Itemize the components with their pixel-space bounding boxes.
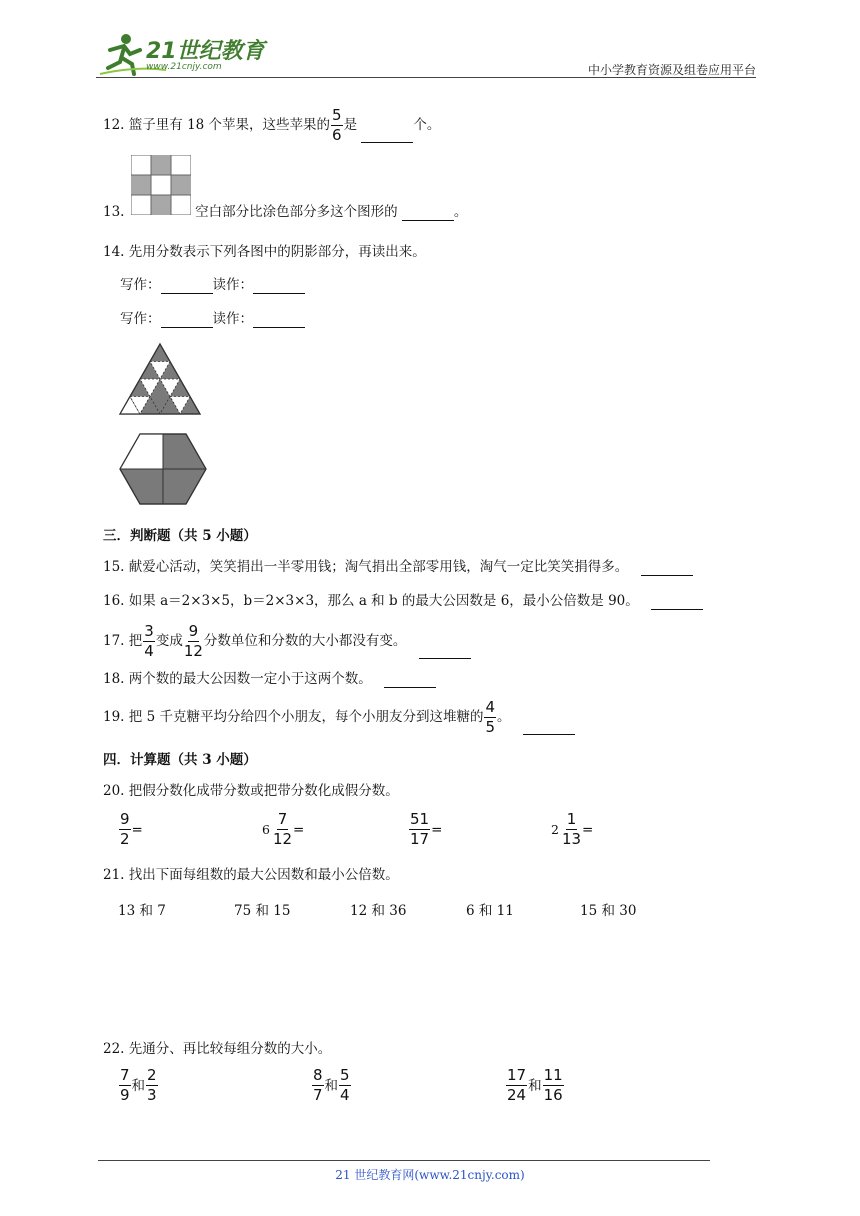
question-number: 20. (103, 783, 125, 799)
denominator: 12 (183, 642, 203, 660)
question-text: 先通分、再比较每组分数的大小。 (128, 1041, 332, 1057)
question-text-end: 个。 (413, 117, 441, 133)
section-3-title: 三．判断题（共 5 小题） (103, 528, 257, 544)
header-divider (96, 77, 756, 78)
join-word: 和 (528, 1077, 542, 1094)
denominator: 9 (120, 1086, 130, 1104)
fraction-pair-2 (311, 1068, 352, 1103)
answer-blank[interactable] (419, 644, 471, 659)
number-pair: 15 和 30 (580, 903, 637, 919)
answer-blank[interactable] (402, 206, 454, 221)
fraction-pair-1 (118, 1068, 159, 1103)
denominator: 13 (561, 830, 582, 848)
fraction-a (143, 624, 155, 659)
numerator: 11 (543, 1066, 563, 1084)
join-word: 和 (131, 1077, 146, 1094)
question-text: 找出下面每组数的最大公因数和最小公倍数。 (128, 867, 399, 883)
fraction-b (184, 624, 203, 659)
q20-item-4 (551, 812, 593, 847)
numerator: 5 (340, 1066, 350, 1084)
denominator: 3 (147, 1086, 157, 1104)
answer-blank[interactable] (361, 128, 413, 143)
fraction (331, 108, 343, 143)
write-blank[interactable] (161, 313, 213, 328)
numerator: 17 (507, 1066, 527, 1084)
numerator: 9 (188, 622, 199, 640)
equals-sign: = (131, 821, 143, 838)
numerator: 2 (147, 1066, 157, 1084)
question-number: 15. (103, 559, 125, 575)
equals-sign: = (431, 821, 443, 838)
q20-item-1 (118, 812, 143, 847)
number-pair: 12 和 36 (350, 903, 407, 919)
question-number: 14. (103, 244, 125, 260)
denominator: 6 (332, 126, 342, 144)
equals-sign: = (582, 821, 594, 838)
number-pair: 75 和 15 (234, 903, 291, 919)
question-text: 空白部分比涂色部分多这个图形的 (195, 204, 398, 220)
question-text-mid: 变成 (155, 633, 183, 649)
fraction (484, 700, 496, 735)
question-text-mid: 是 (343, 117, 358, 133)
question-text: 如果 a＝2×3×5，b＝2×3×3，那么 a 和 b 的最大公因数是 6，最小公倍数是 90。 (128, 593, 639, 609)
read-label: 读作： (212, 311, 253, 327)
numerator: 7 (120, 1066, 130, 1084)
question-number: 17. (103, 633, 125, 649)
question-text-end: 。 (453, 204, 468, 220)
hexagon-figure (118, 432, 208, 510)
write-read-row-2 (120, 310, 305, 328)
question-19 (103, 700, 575, 735)
denominator: 7 (313, 1086, 323, 1104)
read-label: 读作： (212, 277, 253, 293)
denominator: 24 (507, 1086, 527, 1104)
answer-blank[interactable] (651, 595, 703, 610)
question-12 (103, 108, 440, 143)
write-blank[interactable] (161, 279, 213, 294)
question-number: 16. (103, 593, 125, 609)
numerator: 51 (410, 810, 430, 828)
question-text: 篮子里有 18 个苹果，这些苹果的 (128, 117, 331, 133)
write-read-row-1 (120, 276, 305, 294)
q20-item-2 (262, 812, 304, 847)
fraction-pair-3 (505, 1068, 565, 1103)
question-text: 两个数的最大公因数一定小于这两个数。 (128, 671, 372, 687)
write-label: 写作： (120, 277, 161, 293)
question-number: 13. (103, 204, 125, 220)
join-word: 和 (324, 1077, 339, 1094)
number-pair: 13 和 7 (118, 903, 166, 919)
logo-url: www.21cnjy.com (146, 62, 222, 72)
question-text: 先用分数表示下列各图中的阴影部分，再读出来。 (128, 244, 426, 260)
whole-number: 2 (551, 822, 559, 837)
header-platform-text: 中小学教育资源及组卷应用平台 (587, 63, 756, 77)
denominator: 4 (144, 642, 154, 660)
answer-blank[interactable] (523, 720, 575, 735)
numerator: 1 (566, 810, 577, 828)
question-number: 12. (103, 117, 125, 133)
question-number: 19. (103, 709, 125, 725)
denominator: 2 (120, 830, 130, 848)
triangle-figure (118, 342, 202, 420)
question-22 (103, 1040, 331, 1058)
question-17 (103, 624, 471, 659)
denominator: 4 (340, 1086, 350, 1104)
question-number: 18. (103, 671, 125, 687)
question-text: 把假分数化成带分数或把带分数化成假分数。 (128, 783, 399, 799)
question-number: 22. (103, 1041, 125, 1057)
question-text: 把 5 千克糖平均分给四个小朋友，每个小朋友分到这堆糖的 (128, 709, 484, 725)
denominator: 5 (485, 718, 495, 736)
numerator: 5 (332, 106, 342, 124)
question-21 (103, 866, 399, 884)
question-16 (103, 592, 703, 610)
denominator: 12 (272, 830, 293, 848)
read-blank[interactable] (253, 313, 305, 328)
denominator: 17 (410, 830, 430, 848)
question-14 (103, 243, 426, 261)
write-label: 写作： (120, 311, 161, 327)
question-text-end: 。 (497, 709, 511, 725)
question-13 (103, 203, 467, 221)
numerator: 7 (277, 810, 288, 828)
numerator: 9 (120, 810, 130, 828)
logo-title: 21世纪教育 (146, 39, 265, 64)
question-text: 把 (128, 633, 143, 649)
numerator: 3 (144, 622, 154, 640)
q20-item-3 (408, 812, 442, 847)
question-text: 献爱心活动，笑笑捐出一半零用钱；淘气捐出全部零用钱，淘气一定比笑笑捐得多。 (128, 559, 629, 575)
section-4-title: 四．计算题（共 3 小题） (103, 752, 257, 768)
answer-blank[interactable] (384, 673, 436, 688)
footer-link[interactable]: 21 世纪教育网(www.21cnjy.com) (335, 1168, 525, 1182)
numerator: 8 (313, 1066, 323, 1084)
read-blank[interactable] (253, 279, 305, 294)
question-number: 21. (103, 867, 125, 883)
whole-number: 6 (262, 822, 270, 837)
equals-sign: = (293, 821, 305, 838)
question-text-end: 分数单位和分数的大小都没有变。 (203, 633, 407, 649)
footer-divider (98, 1160, 710, 1161)
denominator: 16 (543, 1086, 563, 1104)
numerator: 4 (485, 698, 495, 716)
number-pair: 6 和 11 (466, 903, 514, 919)
answer-blank[interactable] (641, 561, 693, 576)
question-18 (103, 670, 436, 688)
question-20 (103, 782, 399, 800)
question-15 (103, 558, 693, 576)
